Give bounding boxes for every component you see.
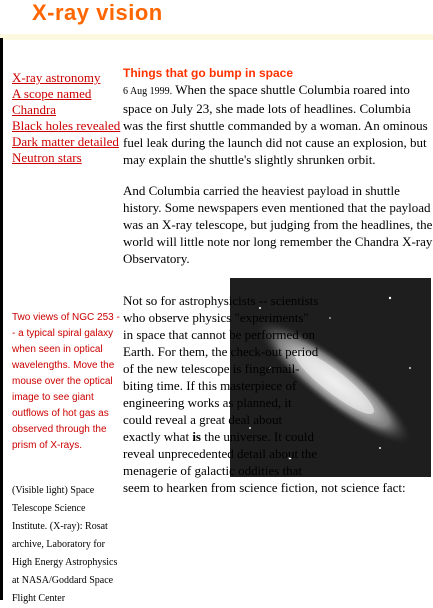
nav-link-scope-named-chandra[interactable]: A scope named Chandra: [12, 86, 92, 117]
article-title: Things that go bump in space: [123, 66, 294, 80]
nav-link-dark-matter[interactable]: Dark matter detailed: [12, 134, 119, 149]
paragraph-1-text: When the space shuttle Columbia roared into space on July 23, she made lots of headlines. Columbia was the first shuttle commanded by a woman. An ominous fuel leak during the launch did not cause an explosion, but may explain the shuttle's slightly shrunken orbit.: [123, 82, 428, 167]
banner-title: X-ray vision: [32, 0, 163, 25]
nav-link-neutron-stars[interactable]: Neutron stars: [12, 150, 82, 165]
article-paragraph-1: [123, 81, 433, 168]
nav-link-black-holes[interactable]: Black holes revealed: [12, 118, 121, 133]
left-border: [0, 38, 3, 600]
sidebar-nav: [12, 70, 122, 166]
article-paragraph-2: And Columbia carried the heaviest payload in shuttle history. Some newspapers even mentioned that the payload was an X-ray telescope, but judging from the headlines, the world will little note nor long remember the Chandra X-ray Observatory.: [123, 183, 433, 266]
article-date: 6 Aug 1999.: [123, 86, 173, 97]
nav-link-xray-astronomy[interactable]: X-ray astronomy: [12, 70, 101, 85]
article-paragraph-3: [123, 292, 433, 496]
paragraph-3-emphasis: is: [192, 429, 201, 444]
banner: [0, 0, 433, 40]
image-credit: (Visible light) Space Telescope Science Institute. (X-ray): Rosat archive, Laboratory for High Energy Astrophysics at NASA/Goddard Space Flight Center: [12, 485, 118, 604]
paragraph-3-text-c: the universe. It could reveal unprecedented detail about the menagerie of galactic oddities that seem to hearken from science fiction, not science fact:: [123, 429, 406, 495]
article: [123, 66, 433, 281]
paragraph-3-text-a: Not so for astrophysicists -- scientists who observe physics "experiments" in space that cannot be performed on Earth. For them, the check-out period of the new telescope is fingernail-biting time. If this masterpiece of engineering works as planned, it could reveal a great deal about exactly what: [123, 293, 319, 444]
image-caption: Two views of NGC 253 -- a typical spiral galaxy when seen in optical wavelengths. Move the mouse over the optical image to see giant outflows of hot gas as observed through the prism of X-rays.: [12, 312, 120, 451]
